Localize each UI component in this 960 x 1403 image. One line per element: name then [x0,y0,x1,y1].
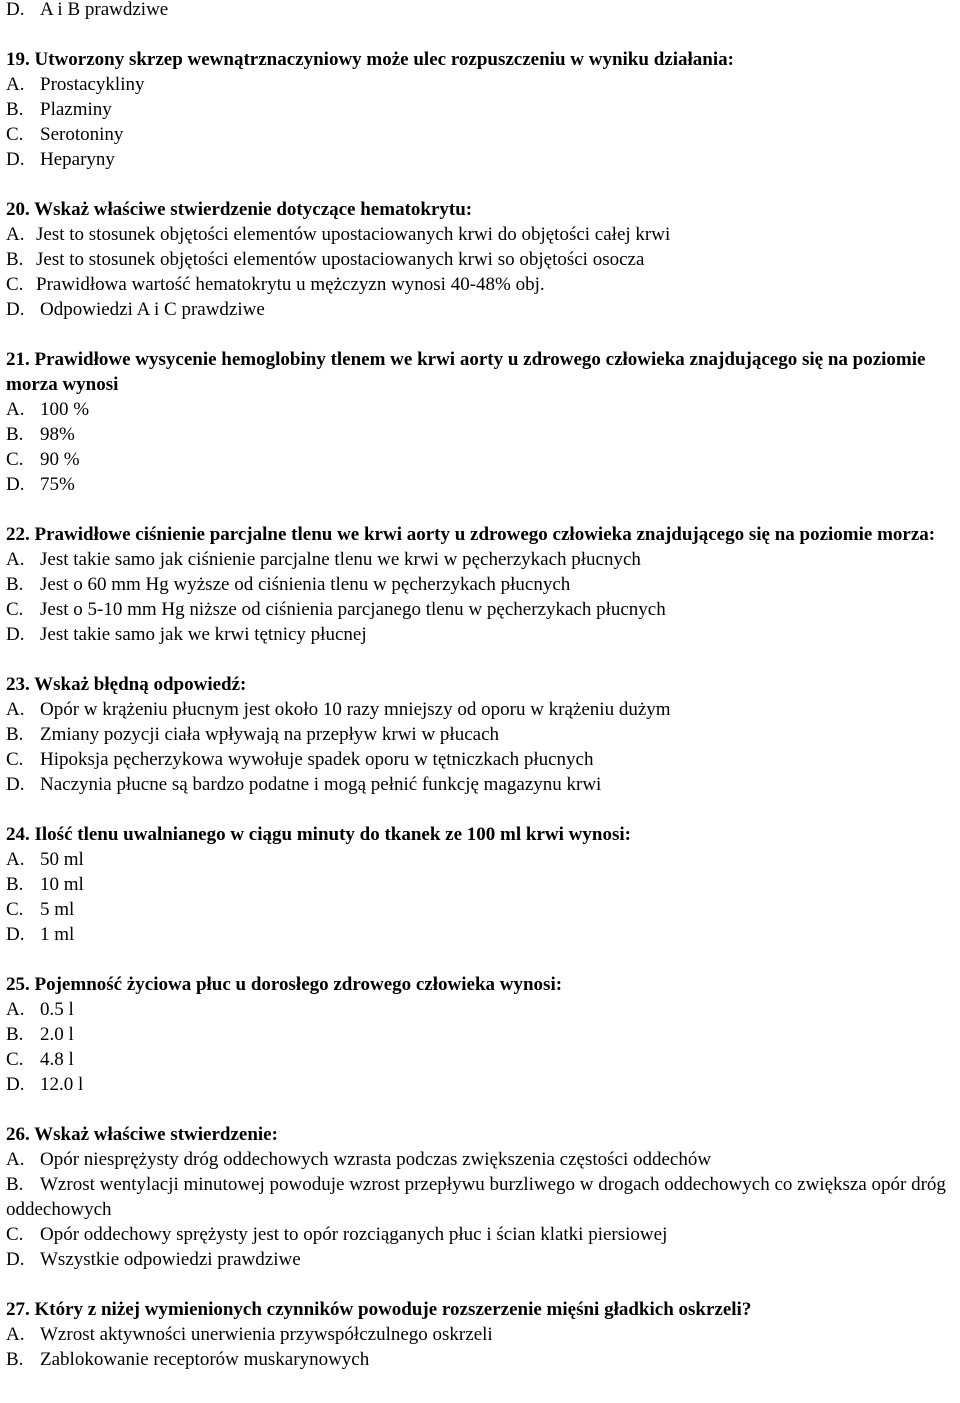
question-title: 26. Wskaż właściwe stwierdzenie: [6,1124,278,1145]
option-text: Jest to stosunek objętości elementów upostaciowanych krwi do objętości całej krwi [36,224,671,245]
question-title: 20. Wskaż właściwe stwierdzenie dotyczące hematokrytu: [6,199,473,220]
option-letter: D. [6,624,25,645]
option-letter: B. [6,724,24,745]
answer-option [6,697,956,722]
option-letter: A. [6,999,25,1020]
question-title: 27. Który z niżej wymienionych czynników powoduje rozszerzenie mięśni gładkich oskrzeli? [6,1299,752,1320]
option-text: 75% [40,474,75,495]
option-letter: A. [6,224,25,245]
answer-option [6,772,956,797]
question-title: 19. Utworzony skrzep wewnątrznaczyniowy może ulec rozpuszczeniu w wyniku działania: [6,49,734,70]
answer-option [6,72,956,97]
answer-option [6,872,956,897]
option-letter: A. [6,849,25,870]
answer-option [6,597,956,622]
answer-option [6,247,956,272]
spacer [6,22,956,47]
question-25 [6,972,956,1097]
option-text: 0.5 l [40,999,74,1020]
answer-option [6,122,956,147]
document-page [6,0,956,1372]
option-text: 50 ml [40,849,84,870]
question-27 [6,1297,956,1372]
option-letter: D. [6,0,25,20]
answer-option [6,747,956,772]
answer-option [6,297,956,322]
option-letter: C. [6,749,24,770]
option-text: Prostacykliny [40,74,145,95]
option-letter: B. [6,249,24,270]
option-text: 90 % [40,449,80,470]
answer-option [6,1322,956,1347]
question-title: 22. Prawidłowe ciśnienie parcjalne tlenu we krwi aorty u zdrowego człowieka znajdującego się na poziomie morza: [6,524,936,545]
option-text: Jest to stosunek objętości elementów upostaciowanych krwi so objętości osocza [36,249,645,270]
option-letter: D. [6,774,25,795]
answer-option [6,1222,956,1247]
answer-option [6,847,956,872]
answer-option [6,572,956,597]
answer-option [6,1347,956,1372]
answer-option [6,0,956,22]
question-title: 25. Pojemność życiowa płuc u dorosłego zdrowego człowieka wynosi: [6,974,563,995]
answer-option [6,1147,956,1172]
option-text: Plazminy [40,99,112,120]
option-text: Wszystkie odpowiedzi prawdziwe [40,1249,301,1270]
question-23 [6,672,956,797]
question-title: 21. Prawidłowe wysycenie hemoglobiny tlenem we krwi aorty u zdrowego człowieka znajdującego się na poziomie morza wynosi [6,349,926,395]
spacer [6,797,956,822]
option-letter: D. [6,1074,25,1095]
spacer [6,947,956,972]
option-text: 2.0 l [40,1024,74,1045]
spacer [6,322,956,347]
option-letter: B. [6,1174,24,1195]
option-text: Jest takie samo jak ciśnienie parcjalne tlenu we krwi w pęcherzykach płucnych [40,549,641,570]
option-letter: C. [6,449,24,470]
answer-option [6,272,956,297]
option-text: Zmiany pozycji ciała wpływają na przepływ krwi w płucach [40,724,499,745]
question-26 [6,1122,956,1272]
option-letter: D. [6,149,25,170]
answer-option [6,147,956,172]
answer-option [6,997,956,1022]
spacer [6,497,956,522]
answer-option [6,397,956,422]
answer-option [6,447,956,472]
option-text: Opór niesprężysty dróg oddechowych wzrasta podczas zwiększenia częstości oddechów [40,1149,712,1170]
option-text: Opór w krążeniu płucnym jest około 10 razy mniejszy od oporu w krążeniu dużym [40,699,671,720]
option-letter: C. [6,1049,24,1070]
question-title: 23. Wskaż błędną odpowiedź: [6,674,247,695]
option-text: Hipoksja pęcherzykowa wywołuje spadek oporu w tętniczkach płucnych [40,749,594,770]
option-text: 1 ml [40,924,75,945]
option-letter: C. [6,599,24,620]
option-letter: B. [6,1024,24,1045]
question-19 [6,47,956,172]
answer-option [6,422,956,447]
option-letter: B. [6,99,24,120]
option-text: Wzrost wentylacji minutowej powoduje wzrost przepływu burzliwego w drogach oddechowych co zwiększa opór dróg oddechowych [6,1174,946,1220]
option-text: Zablokowanie receptorów muskarynowych [40,1349,370,1370]
answer-option [6,1172,956,1222]
option-letter: A. [6,74,25,95]
question-24 [6,822,956,947]
answer-option [6,547,956,572]
option-letter: D. [6,474,25,495]
spacer [6,1097,956,1122]
question-22 [6,522,956,647]
spacer [6,647,956,672]
option-letter: D. [6,299,25,320]
answer-option [6,897,956,922]
option-text: Jest takie samo jak we krwi tętnicy płucnej [40,624,367,645]
option-text: Jest o 5-10 mm Hg niższe od ciśnienia parcjanego tlenu w pęcherzykach płucnych [40,599,666,620]
option-letter: C. [6,274,24,295]
option-letter: A. [6,1324,25,1345]
question-20 [6,197,956,322]
option-letter: B. [6,424,24,445]
option-text: Heparyny [40,149,115,170]
option-text: 12.0 l [40,1074,84,1095]
question-title: 24. Ilość tlenu uwalnianego w ciągu minuty do tkanek ze 100 ml krwi wynosi: [6,824,631,845]
answer-option [6,722,956,747]
answer-option [6,622,956,647]
option-text: 10 ml [40,874,84,895]
answer-option [6,222,956,247]
option-letter: C. [6,124,24,145]
option-letter: B. [6,874,24,895]
option-letter: D. [6,1249,25,1270]
option-letter: A. [6,1149,25,1170]
option-text: 100 % [40,399,90,420]
spacer [6,172,956,197]
answer-option [6,1072,956,1097]
option-letter: C. [6,899,24,920]
option-letter: B. [6,574,24,595]
option-letter: A. [6,699,25,720]
answer-option [6,1247,956,1272]
option-letter: D. [6,924,25,945]
option-text: Serotoniny [40,124,124,145]
option-text: Jest o 60 mm Hg wyższe od ciśnienia tlenu w pęcherzykach płucnych [40,574,571,595]
option-letter: B. [6,1349,24,1370]
option-text: Odpowiedzi A i C prawdziwe [40,299,265,320]
spacer [6,1272,956,1297]
answer-option [6,472,956,497]
option-text: Naczynia płucne są bardzo podatne i mogą pełnić funkcję magazynu krwi [40,774,602,795]
option-text: 4.8 l [40,1049,74,1070]
answer-option [6,97,956,122]
option-text: A i B prawdziwe [40,0,169,20]
answer-option [6,1047,956,1072]
option-letter: A. [6,549,25,570]
answer-option [6,922,956,947]
option-text: 98% [40,424,75,445]
option-text: 5 ml [40,899,75,920]
option-text: Wzrost aktywności unerwienia przywspółczulnego oskrzeli [40,1324,493,1345]
option-letter: C. [6,1224,24,1245]
option-text: Prawidłowa wartość hematokrytu u mężczyzn wynosi 40-48% obj. [36,274,545,295]
question-21 [6,347,956,497]
answer-option [6,1022,956,1047]
option-letter: A. [6,399,25,420]
option-text: Opór oddechowy sprężysty jest to opór rozciąganych płuc i ścian klatki piersiowej [40,1224,668,1245]
